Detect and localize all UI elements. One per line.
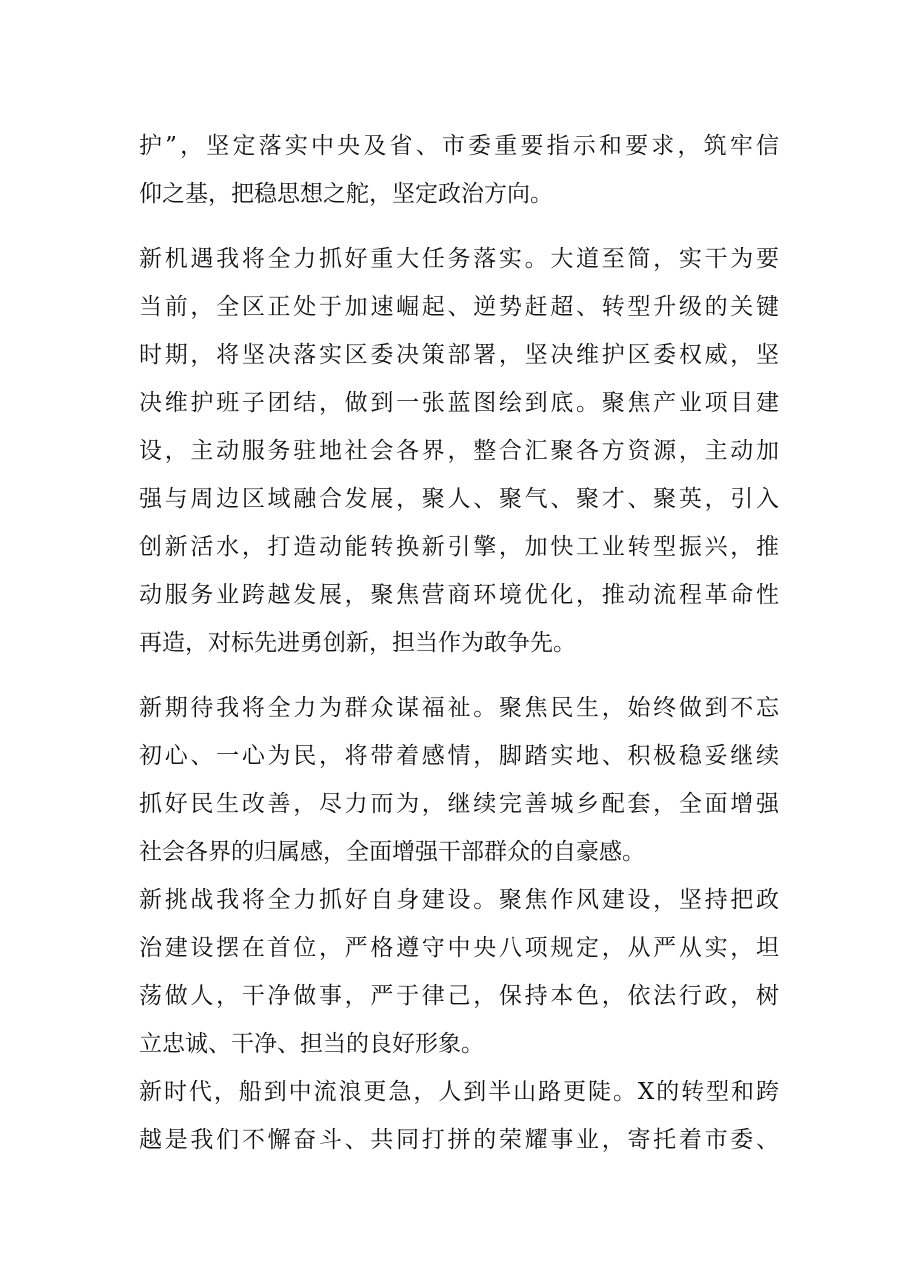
text-line: 护”，坚定落实中央及省、市委重要指示和要求，筑牢信 <box>139 133 779 159</box>
text-line: 越是我们不懈奋斗、共同打拼的荣耀事业，寄托着市委、 <box>139 1127 779 1153</box>
paragraph-2 <box>139 235 779 667</box>
text-line: 立忠诚、干净、担当的良好形象。 <box>139 1031 484 1057</box>
document-body <box>139 122 779 1164</box>
paragraph-4 <box>139 876 779 1068</box>
text-line: 仰之基，把稳思想之舵，坚定政治方向。 <box>139 181 553 207</box>
text-line: 新机遇我将全力抓好重大任务落实。大道至简，实干为要 <box>139 246 779 272</box>
text-line: 新期待我将全力为群众谋福祉。聚焦民生，始终做到不忘 <box>139 695 779 721</box>
text-line: 当前，全区正处于加速崛起、逆势赶超、转型升级的关键 <box>139 294 779 320</box>
paragraph-5 <box>139 1068 779 1164</box>
text-line: 初心、一心为民，将带着感情，脚踏实地、积极稳妥继续 <box>139 743 779 769</box>
text-line: 新挑战我将全力抓好自身建设。聚焦作风建设，坚持把政 <box>139 887 779 913</box>
text-line: 荡做人，干净做事，严于律己，保持本色，依法行政，树 <box>139 983 779 1009</box>
text-line: 社会各界的归属感，全面增强干部群众的自豪感。 <box>139 839 645 865</box>
text-line: 再造，对标先进勇创新，担当作为敢争先。 <box>139 630 576 656</box>
text-line: 时期，将坚决落实区委决策部署，坚决维护区委权威，坚 <box>139 342 779 368</box>
text-line: 抓好民生改善，尽力而为，继续完善城乡配套，全面增强 <box>139 791 779 817</box>
text-line: 设，主动服务驻地社会各界，整合汇聚各方资源，主动加 <box>139 438 779 464</box>
text-line: 治建设摆在首位，严格遵守中央八项规定，从严从实，坦 <box>139 935 779 961</box>
paragraph-1 <box>139 122 779 218</box>
text-line: 创新活水，打造动能转换新引擎，加快工业转型振兴，推 <box>139 534 779 560</box>
paragraph-3 <box>139 684 779 876</box>
text-line: 决维护班子团结，做到一张蓝图绘到底。聚焦产业项目建 <box>139 390 779 416</box>
text-line: 强与周边区域融合发展，聚人、聚气、聚才、聚英，引入 <box>139 486 779 512</box>
text-line: 新时代，船到中流浪更急，人到半山路更陡。X的转型和跨 <box>139 1079 779 1105</box>
text-line: 动服务业跨越发展，聚焦营商环境优化，推动流程革命性 <box>139 582 779 608</box>
